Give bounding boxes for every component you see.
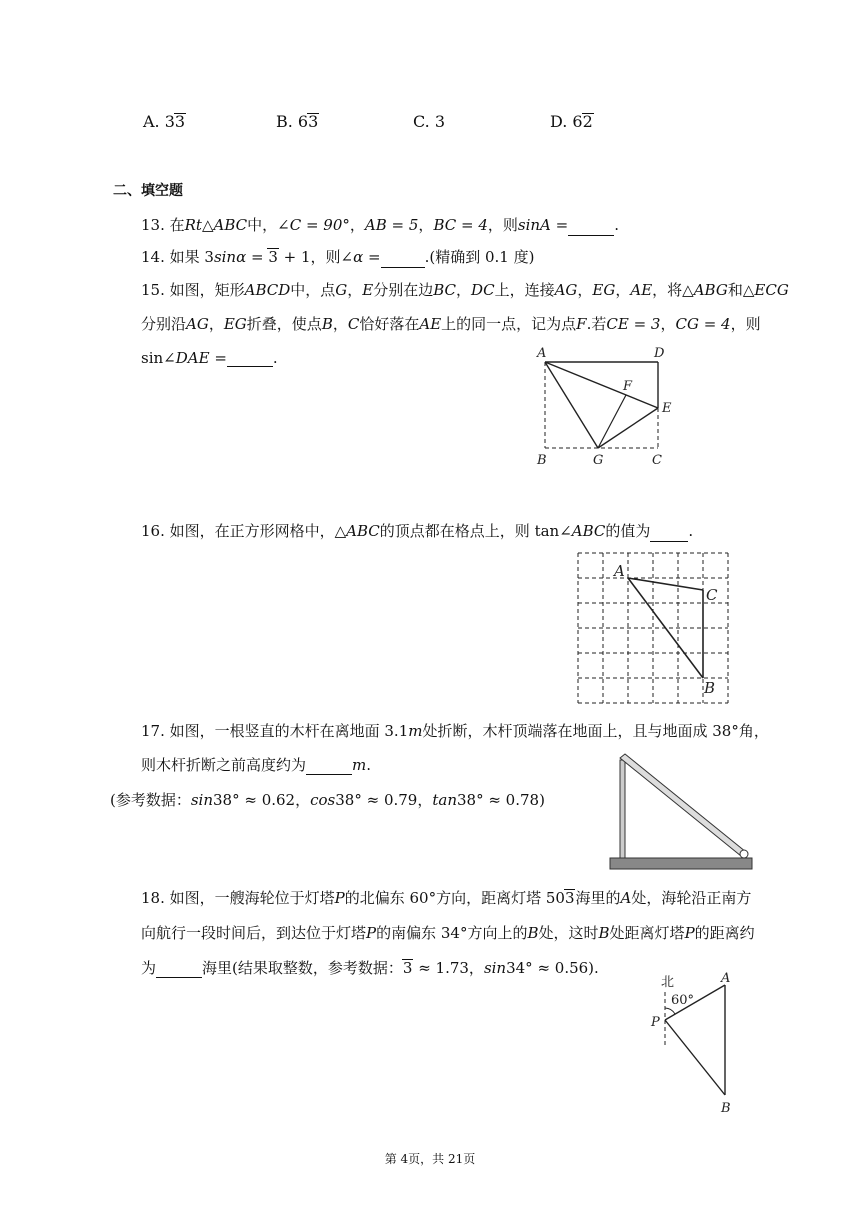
label-G: G bbox=[593, 453, 604, 468]
option-c: C. 3 bbox=[413, 112, 446, 131]
label-A: A bbox=[537, 346, 547, 361]
label-A: A bbox=[614, 562, 625, 580]
question-18-line-2: 向航行一段时间后，到达位于灯塔P的南偏东 34°方向上的B处，这时B处距离灯塔P的距离约 bbox=[141, 924, 755, 942]
label-F: F bbox=[623, 379, 633, 394]
question-15-line-1: 15. 如图，矩形ABCD中，点G，E分别在边BC，DC上，连接AG，EG，AE，将△ABG和△ECG bbox=[141, 281, 789, 299]
question-17-line-1: 17. 如图，一根竖直的木杆在离地面 3.1m处折断，木杆顶端落在地面上，且与地面成 38°角， bbox=[141, 722, 769, 740]
answer-blank bbox=[156, 959, 202, 978]
question-18-line-3: 为 海里(结果取整数，参考数据：3 ≈ 1.73，sin34° ≈ 0.56). bbox=[141, 959, 599, 977]
answer-blank bbox=[306, 756, 352, 775]
answer-blank bbox=[227, 348, 273, 367]
answer-blank bbox=[381, 245, 425, 268]
figure-rectangle-fold bbox=[530, 340, 690, 470]
label-A: A bbox=[721, 971, 731, 986]
label-D: D bbox=[654, 346, 665, 361]
label-E: E bbox=[662, 401, 672, 416]
option-b: B. 63 bbox=[276, 112, 319, 131]
label-north: 北 bbox=[661, 975, 675, 990]
page-footer: 第 4页，共 21页 bbox=[384, 1152, 476, 1166]
question-17-reference: (参考数据：sin38° ≈ 0.62，cos38° ≈ 0.79，tan38° ≈ 0.78) bbox=[110, 791, 545, 809]
sqrt-radicand: 2 bbox=[582, 112, 593, 131]
figure-broken-pole bbox=[606, 748, 756, 874]
question-18-line-1: 18. 如图，一艘海轮位于灯塔P的北偏东 60°方向，距离灯塔 503海里的A处，海轮沿正南方 bbox=[141, 889, 752, 907]
question-13: 13. 在Rt△ABC中，∠C = 90°，AB = 5，BC = 4，则sinA = . bbox=[141, 213, 619, 236]
figure-lighthouse-bearing bbox=[645, 970, 755, 1120]
label-angle: 60° bbox=[671, 993, 695, 1008]
section-title: 二、填空题 bbox=[113, 183, 183, 199]
question-15-line-3: sin∠DAE = . bbox=[141, 349, 278, 367]
label-B: B bbox=[537, 453, 547, 468]
question-17-line-2: 则木杆折断之前高度约为 m. bbox=[141, 756, 372, 774]
label-B: B bbox=[721, 1101, 731, 1116]
label-C: C bbox=[706, 586, 718, 604]
label-C: C bbox=[652, 453, 662, 468]
sqrt-radicand: 3 bbox=[308, 112, 319, 131]
question-16: 16. 如图，在正方形网格中，△ABC的顶点都在格点上，则 tan∠ABC的值为 . bbox=[141, 519, 693, 542]
question-15-line-2: 分别沿AG，EG折叠，使点B，C恰好落在AE上的同一点，记为点F.若CE = 3，CG = 4，则 bbox=[141, 315, 761, 333]
figure-square-grid bbox=[570, 548, 740, 708]
question-14: 14. 如果 3sinα = 3 + 1，则∠α = .(精确到 0.1 度) bbox=[141, 245, 534, 268]
label-P: P bbox=[651, 1015, 660, 1030]
answer-blank bbox=[650, 519, 688, 542]
label-B: B bbox=[704, 679, 716, 697]
option-d: D. 62 bbox=[550, 112, 593, 131]
sqrt-radicand: 3 bbox=[174, 112, 186, 131]
option-a: A. 33 bbox=[143, 112, 186, 131]
answer-blank bbox=[568, 213, 614, 236]
